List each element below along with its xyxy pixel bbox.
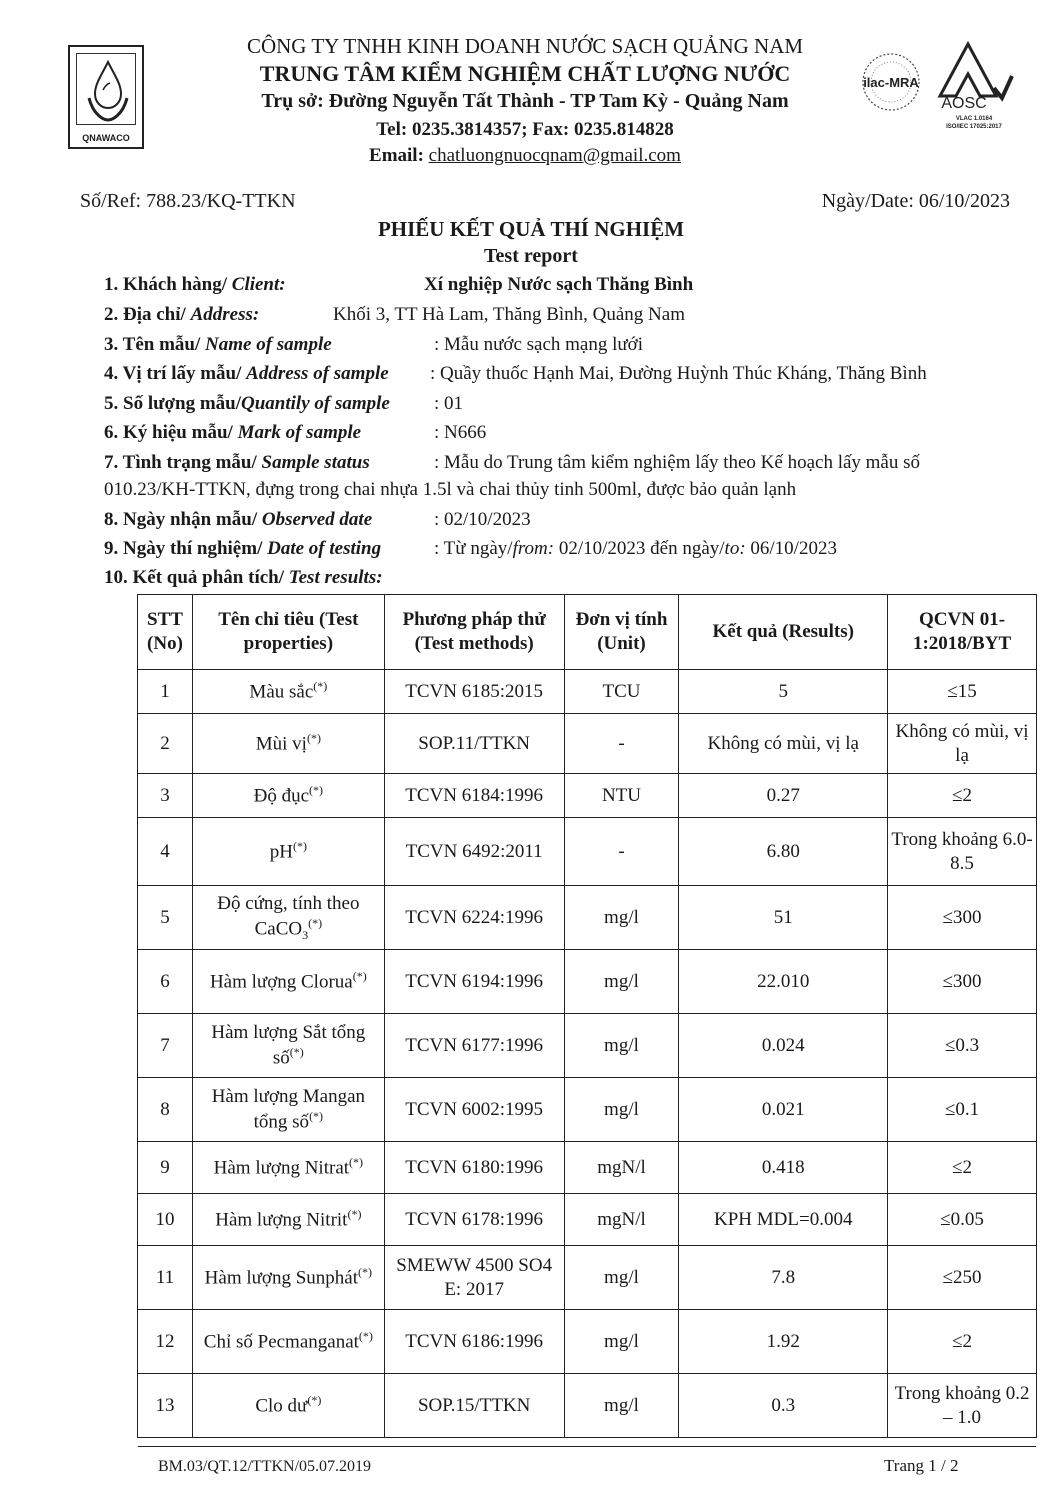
table-row <box>138 950 1037 1014</box>
aosc-iso: ISO/IEC 17025:2017 <box>946 124 1002 130</box>
row-method <box>384 774 564 818</box>
row-limit <box>888 818 1037 886</box>
row-property <box>192 714 384 774</box>
row-result <box>679 1374 888 1438</box>
row-unit <box>564 1310 679 1374</box>
row-limit <box>888 1246 1037 1310</box>
row-property <box>192 1310 384 1374</box>
row-method-text: TCVN 6180:1996 <box>405 1156 544 1178</box>
row-unit-text: - <box>618 732 625 754</box>
row-method-text: TCVN 6185:2015 <box>405 680 544 702</box>
sample-label-en: Name of sample <box>205 334 332 355</box>
row-limit-text: ≤0.1 <box>944 1098 980 1120</box>
row-result <box>679 886 888 950</box>
email-link[interactable]: chatluongnuocqnam@gmail.com <box>428 145 681 166</box>
col-header-stt: STT (No) <box>138 595 193 670</box>
row-result <box>679 670 888 714</box>
row-property-text: Hàm lượng Sunphát <box>204 1267 359 1289</box>
office-address: Trụ sở: Đường Nguyễn Tất Thành - TP Tam Kỳ - Quảng Nam <box>261 90 789 112</box>
field-client <box>104 274 286 296</box>
row-property <box>192 1142 384 1194</box>
row-limit-text: Trong khoảng 0.2 – 1.0 <box>894 1382 1030 1428</box>
row-property <box>192 1194 384 1246</box>
row-limit <box>888 1142 1037 1194</box>
contact-email <box>150 146 900 165</box>
row-no <box>138 714 193 774</box>
row-result-text: 22.010 <box>757 970 810 992</box>
test-date-label-en: Date of testing <box>267 538 382 559</box>
company-name: CÔNG TY TNHH KINH DOANH NƯỚC SẠCH QUẢNG NAM <box>246 34 804 58</box>
row-limit <box>888 670 1037 714</box>
contact-phone: Tel: 0235.3814357; Fax: 0235.814828 <box>376 119 674 140</box>
row-limit <box>888 714 1037 774</box>
test-date-end: 06/10/2023 <box>745 538 837 559</box>
row-limit-text: ≤250 <box>942 1266 982 1288</box>
row-unit <box>564 714 679 774</box>
row-property <box>192 1014 384 1078</box>
row-no <box>138 1078 193 1142</box>
row-result-text: KPH MDL=0.004 <box>714 1208 853 1230</box>
form-code: BM.03/QT.12/TTKN/05.07.2019 <box>158 1458 372 1475</box>
row-method <box>384 818 564 886</box>
footer-divider <box>138 1446 1036 1447</box>
row-unit <box>564 818 679 886</box>
row-method-text: SOP.11/TTKN <box>418 732 531 754</box>
row-method-text: TCVN 6186:1996 <box>405 1330 544 1352</box>
row-no-text: 2 <box>160 732 170 754</box>
location-value: : Quầy thuốc Hạnh Mai, Đường Huỳnh Thúc Kháng, Thăng Bình <box>430 363 927 384</box>
row-limit-text: ≤0.3 <box>944 1034 980 1056</box>
col-header-qcvn: QCVN 01-1:2018/BYT <box>888 595 1037 670</box>
row-property <box>192 818 384 886</box>
row-method-text: TCVN 6177:1996 <box>405 1034 544 1056</box>
row-limit <box>888 774 1037 818</box>
mark-value: : N666 <box>434 422 487 443</box>
sample-label: 3. Tên mẫu/ <box>104 334 201 355</box>
row-method <box>384 1194 564 1246</box>
address-value: Khối 3, TT Hà Lam, Thăng Bình, Quảng Nam <box>333 304 685 325</box>
accredited-mark: (*) <box>313 678 328 693</box>
table-body <box>138 670 1037 1438</box>
location-label: 4. Vị trí lấy mẫu/ <box>104 363 242 384</box>
table-row <box>138 1142 1037 1194</box>
accredited-mark: (*) <box>306 730 321 745</box>
row-limit-text: ≤15 <box>947 680 977 702</box>
accredited-mark: (*) <box>358 1264 373 1279</box>
status-label-en: Sample status <box>261 452 370 473</box>
row-limit-text: ≤2 <box>952 1156 972 1178</box>
field-sample-location <box>104 363 389 385</box>
col-header-method: Phương pháp thử (Test methods) <box>384 595 564 670</box>
row-method-text: TCVN 6002:1995 <box>405 1098 544 1120</box>
accredited-mark: (*) <box>347 1206 362 1221</box>
email-label: Email: <box>369 145 424 166</box>
table-row <box>138 1374 1037 1438</box>
accredited-mark: (*) <box>307 1392 322 1407</box>
row-limit-text: ≤2 <box>952 784 972 806</box>
row-property <box>192 670 384 714</box>
row-method <box>384 670 564 714</box>
row-property-text: Màu sắc <box>249 681 314 703</box>
observed-label-en: Observed date <box>261 509 373 530</box>
test-date-value <box>434 538 837 560</box>
row-method <box>384 1374 564 1438</box>
row-no <box>138 1142 193 1194</box>
row-method-text: TCVN 6224:1996 <box>405 906 544 928</box>
field-sample-name <box>104 334 332 356</box>
center-name: TRUNG TÂM KIỂM NGHIỆM CHẤT LƯỢNG NƯỚC <box>259 61 791 86</box>
table-row <box>138 1194 1037 1246</box>
col-header-result: Kết quả (Results) <box>679 595 888 670</box>
row-unit-text: mg/l <box>604 1034 639 1056</box>
row-no-text: 8 <box>160 1098 170 1120</box>
table-row <box>138 1310 1037 1374</box>
row-unit <box>564 1142 679 1194</box>
status-value-continued: 010.23/KH-TTKN, đựng trong chai nhựa 1.5l và chai thủy tinh 500ml, được bảo quản lạnh <box>104 479 797 500</box>
row-unit <box>564 1374 679 1438</box>
row-result-text: 7.8 <box>771 1266 796 1288</box>
row-limit-text: ≤0.05 <box>940 1208 984 1230</box>
mark-label: 6. Ký hiệu mẫu/ <box>104 422 233 443</box>
row-no-text: 10 <box>155 1208 175 1230</box>
row-no <box>138 1310 193 1374</box>
row-property-text: Hàm lượng Sắt tổng số <box>211 1022 366 1069</box>
row-method <box>384 1078 564 1142</box>
table-row <box>138 1014 1037 1078</box>
field-observed-date <box>104 509 372 531</box>
row-no-text: 9 <box>160 1156 170 1178</box>
row-result-text: 0.418 <box>761 1156 805 1178</box>
row-limit-text: ≤300 <box>942 970 982 992</box>
row-result-text: Không có mùi, vị lạ <box>707 732 859 754</box>
accredited-mark: (*) <box>358 1328 373 1343</box>
row-result <box>679 818 888 886</box>
row-no-text: 11 <box>155 1266 175 1288</box>
row-property <box>192 1374 384 1438</box>
address-label: 2. Địa chỉ/ <box>104 304 186 325</box>
subscript: 3 <box>302 927 309 942</box>
row-method-text: SOP.15/TTKN <box>417 1394 531 1416</box>
row-limit <box>888 950 1037 1014</box>
page-number: Trang 1 / 2 <box>884 1456 959 1475</box>
water-drop-icon <box>77 54 139 126</box>
row-unit <box>564 1014 679 1078</box>
table-row <box>138 1246 1037 1310</box>
row-unit-text: mg/l <box>604 1266 639 1288</box>
test-date-from-label: from: <box>512 538 555 559</box>
mark-label-en: Mark of sample <box>237 422 362 443</box>
table-row <box>138 1078 1037 1142</box>
row-no <box>138 1014 193 1078</box>
table-row <box>138 886 1037 950</box>
row-unit-text: NTU <box>601 784 641 806</box>
test-date-from-prefix: : Từ ngày/ <box>434 538 513 559</box>
accredited-mark: (*) <box>349 1154 364 1169</box>
table-row <box>138 818 1037 886</box>
row-property <box>192 1246 384 1310</box>
test-date-to-prefix: 02/10/2023 đến ngày/ <box>554 538 725 559</box>
logo-text: QNAWACO <box>82 133 130 143</box>
address-label-en: Address: <box>190 304 260 325</box>
quantity-value: : 01 <box>434 393 464 414</box>
row-unit-text: mg/l <box>604 1330 639 1352</box>
company-logo <box>68 45 144 149</box>
row-no-text: 3 <box>160 784 170 806</box>
table-header-row <box>138 595 1037 670</box>
row-result-text: 0.3 <box>771 1394 796 1416</box>
row-result <box>679 1194 888 1246</box>
accredited-mark: (*) <box>309 1108 324 1123</box>
row-result <box>679 1142 888 1194</box>
row-no <box>138 886 193 950</box>
row-no-text: 5 <box>160 906 170 928</box>
row-limit-text: Không có mùi, vị lạ <box>895 720 1029 766</box>
row-unit <box>564 774 679 818</box>
status-value: : Mẫu do Trung tâm kiểm nghiệm lấy theo Kế hoạch lấy mẫu số <box>434 452 921 473</box>
row-unit <box>564 950 679 1014</box>
row-unit <box>564 1194 679 1246</box>
test-date-label: 9. Ngày thí nghiệm/ <box>104 538 263 559</box>
location-label-en: Address of sample <box>246 363 389 384</box>
field-status <box>104 452 370 474</box>
row-unit-text: mg/l <box>604 906 639 928</box>
row-property-text: Mùi vị <box>255 733 307 755</box>
row-result <box>679 714 888 774</box>
field-test-date <box>104 538 381 560</box>
row-method-text: TCVN 6492:2011 <box>405 840 543 862</box>
row-unit-text: mg/l <box>604 970 639 992</box>
row-limit <box>888 1078 1037 1142</box>
table-row <box>138 670 1037 714</box>
row-unit <box>564 886 679 950</box>
accredited-mark: (*) <box>289 1044 304 1059</box>
row-unit <box>564 1078 679 1142</box>
row-property-text: Hàm lượng Clorua <box>209 971 353 993</box>
row-method-text: TCVN 6178:1996 <box>405 1208 544 1230</box>
row-no <box>138 1246 193 1310</box>
ilac-mra-logo <box>858 46 924 122</box>
row-limit <box>888 1374 1037 1438</box>
row-no <box>138 950 193 1014</box>
row-method <box>384 1246 564 1310</box>
row-property-text: Chỉ số Pecmanganat <box>203 1331 359 1353</box>
row-no <box>138 1194 193 1246</box>
row-unit-text: mg/l <box>604 1394 639 1416</box>
row-no-text: 7 <box>160 1034 170 1056</box>
row-result <box>679 1078 888 1142</box>
row-property-text: Clo dư <box>255 1395 308 1417</box>
row-limit-text: ≤300 <box>942 906 982 928</box>
row-method-text: TCVN 6194:1996 <box>405 970 544 992</box>
row-result <box>679 950 888 1014</box>
accredited-mark: (*) <box>352 968 367 983</box>
aosc-vlac: VLAC 1.0164 <box>955 116 993 122</box>
row-unit-text: TCU <box>602 680 641 702</box>
test-date-to-label: to: <box>724 538 746 559</box>
quantity-label-en: Quantily of sample <box>241 393 390 414</box>
row-result-text: 0.021 <box>761 1098 805 1120</box>
row-limit-text: ≤2 <box>952 1330 972 1352</box>
row-unit-text: mgN/l <box>597 1156 646 1178</box>
row-property <box>192 886 384 950</box>
row-result-text: 6.80 <box>766 840 800 862</box>
observed-value: : 02/10/2023 <box>434 509 531 530</box>
row-result-text: 51 <box>773 906 793 928</box>
row-result-text: 0.024 <box>761 1034 805 1056</box>
table-row <box>138 714 1037 774</box>
row-method <box>384 1014 564 1078</box>
report-title: PHIẾU KẾT QUẢ THÍ NGHIỆM <box>377 217 685 241</box>
reference-number: Số/Ref: 788.23/KQ-TTKN <box>80 190 296 212</box>
field-test-results <box>104 567 383 589</box>
row-result <box>679 1246 888 1310</box>
row-no <box>138 818 193 886</box>
results-label-en: Test results: <box>288 567 383 588</box>
report-subtitle: Test report <box>484 245 578 267</box>
col-header-name: Tên chỉ tiêu (Test properties) <box>192 595 384 670</box>
row-no <box>138 1374 193 1438</box>
accredited-mark: (*) <box>309 782 324 797</box>
results-label: 10. Kết quả phân tích/ <box>104 567 285 588</box>
row-limit <box>888 886 1037 950</box>
row-method <box>384 1310 564 1374</box>
col-header-unit: Đơn vị tính (Unit) <box>564 595 679 670</box>
row-no <box>138 670 193 714</box>
row-limit <box>888 1310 1037 1374</box>
row-no-text: 1 <box>160 680 170 702</box>
row-unit-text: mg/l <box>604 1098 639 1120</box>
field-mark <box>104 422 361 444</box>
row-property-text: Hàm lượng Nitrit <box>215 1209 348 1231</box>
quantity-label: 5. Số lượng mẫu/ <box>104 393 242 414</box>
status-label: 7. Tình trạng mẫu/ <box>104 452 257 473</box>
row-no-text: 4 <box>160 840 170 862</box>
row-property <box>192 1078 384 1142</box>
row-property-text: pH <box>269 841 293 863</box>
row-no-text: 12 <box>155 1330 175 1352</box>
client-label-en: Client: <box>231 274 286 295</box>
row-unit <box>564 1246 679 1310</box>
field-quantity <box>104 393 390 415</box>
accredited-mark: (*) <box>308 915 323 930</box>
row-method-text: TCVN 6184:1996 <box>405 784 544 806</box>
aosc-logo <box>934 40 1014 130</box>
row-limit <box>888 1194 1037 1246</box>
row-property-text: Độ cứng, tính theo CaCO <box>217 893 360 940</box>
row-method <box>384 950 564 1014</box>
row-property-text: Hàm lượng Mangan tổng số <box>211 1086 366 1133</box>
report-date: Ngày/Date: 06/10/2023 <box>821 190 1010 212</box>
row-property-text: Độ đục <box>253 785 310 807</box>
row-result <box>679 1014 888 1078</box>
row-no-text: 13 <box>155 1394 175 1416</box>
row-no-text: 6 <box>160 970 170 992</box>
aosc-text: AOSC <box>941 95 987 112</box>
observed-label: 8. Ngày nhận mẫu/ <box>104 509 258 530</box>
row-unit-text: mgN/l <box>597 1208 646 1230</box>
client-label: 1. Khách hàng/ <box>104 274 228 295</box>
row-property <box>192 950 384 1014</box>
row-result <box>679 1310 888 1374</box>
row-result-text: 1.92 <box>766 1330 800 1352</box>
row-limit <box>888 1014 1037 1078</box>
client-value: Xí nghiệp Nước sạch Thăng Bình <box>424 274 694 295</box>
row-result <box>679 774 888 818</box>
ilac-text: ilac-MRA <box>863 75 919 90</box>
accredited-mark: (*) <box>292 838 307 853</box>
row-limit-text: Trong khoảng 6.0-8.5 <box>891 828 1033 874</box>
row-property <box>192 774 384 818</box>
field-address <box>104 304 259 326</box>
row-result-text: 5 <box>778 680 788 702</box>
row-method <box>384 1142 564 1194</box>
table-row <box>138 774 1037 818</box>
row-unit <box>564 670 679 714</box>
row-no <box>138 774 193 818</box>
row-method <box>384 714 564 774</box>
row-method <box>384 886 564 950</box>
row-property-text: Hàm lượng Nitrat <box>213 1157 350 1179</box>
sample-value: : Mẫu nước sạch mạng lưới <box>434 334 644 355</box>
row-unit-text: - <box>618 840 625 862</box>
row-method-text: SMEWW 4500 SO4 E: 2017 <box>396 1254 553 1300</box>
row-result-text: 0.27 <box>766 784 800 806</box>
results-table <box>137 594 1037 1438</box>
